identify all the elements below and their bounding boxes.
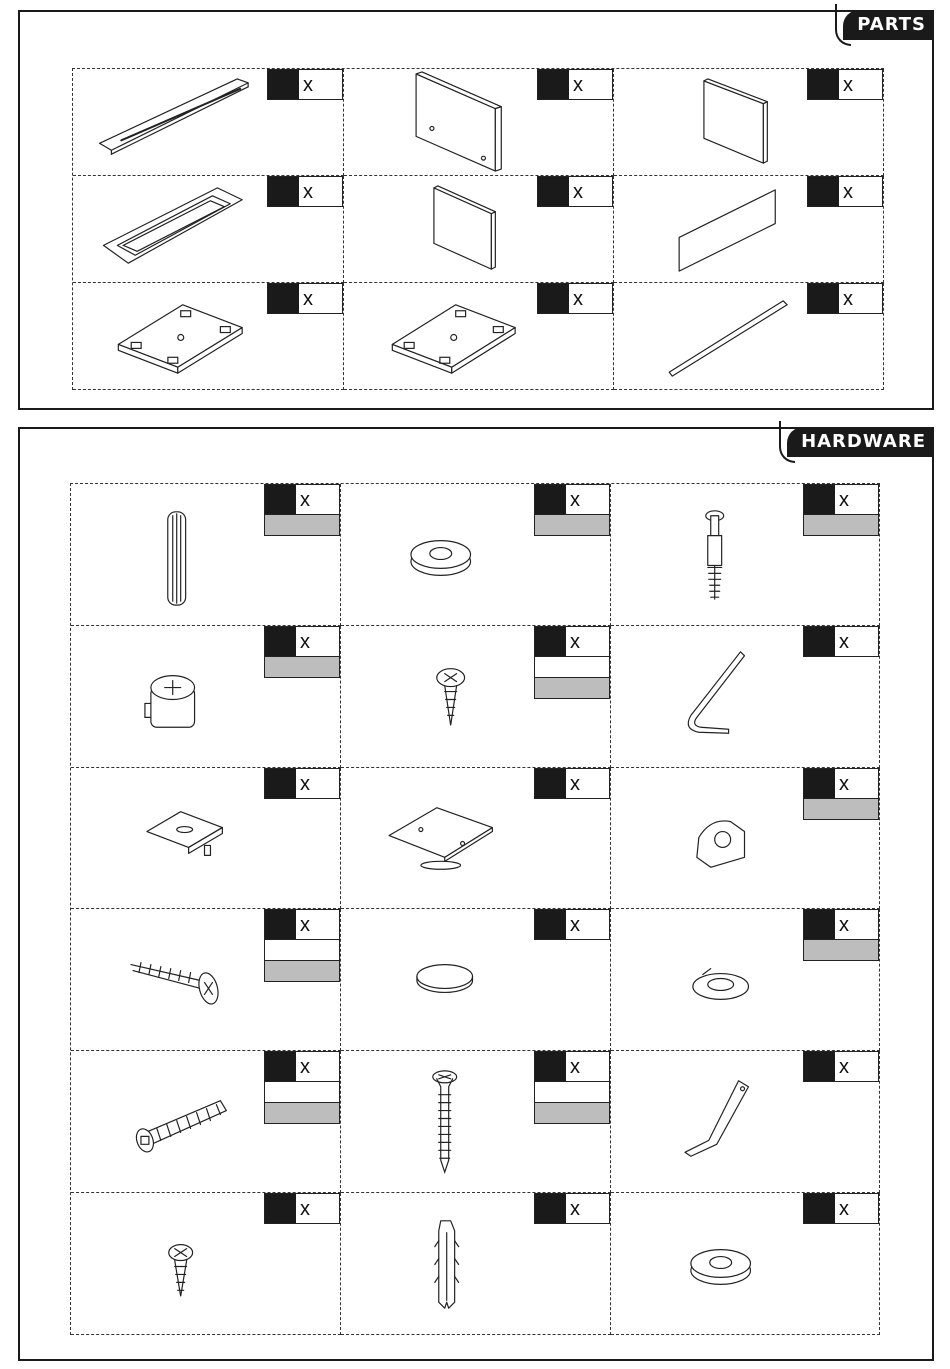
qty-number-box [268,284,299,313]
hardware-cell-18 [611,1193,880,1335]
qty-box [534,626,610,699]
qty-mark: x [839,631,849,653]
part-cell-3 [614,69,884,176]
qty-mark: x [839,773,849,795]
qty-extra-box [534,657,610,678]
qty-box [264,909,340,982]
hardware-cell-2 [341,484,611,626]
part-cell-1 [73,69,344,176]
qty-mark: x [843,288,853,310]
qty-box [534,484,610,536]
qty-number-box [808,70,839,99]
part-cell-2 [344,69,614,176]
part-cell-5 [344,176,614,283]
qty-number-box [804,910,835,939]
qty-number-box [538,177,569,206]
hardware-cell-1 [71,484,341,626]
qty-box [803,1051,879,1082]
qty-mark: x [300,773,310,795]
qty-code-box [264,515,340,536]
qty-code-box [803,940,879,961]
qty-mark: x [303,181,313,203]
hardware-cell-12 [611,909,880,1051]
qty-mark: x [573,181,583,203]
qty-mark: x [570,1056,580,1078]
qty-number-box [265,627,296,656]
qty-number-box [535,1194,566,1223]
qty-number-box [535,769,566,798]
qty-code-box [534,515,610,536]
hardware-cell-9 [611,768,880,909]
hardware-cell-10 [71,909,341,1051]
qty-box [807,176,883,207]
qty-mark: x [300,1198,310,1220]
qty-box [537,283,613,314]
hardware-cell-15 [611,1051,880,1193]
qty-number-box [538,284,569,313]
qty-number-box [268,70,299,99]
qty-box [264,484,340,536]
qty-number-box [808,177,839,206]
qty-mark: x [843,74,853,96]
qty-box [803,626,879,657]
qty-code-box [803,799,879,820]
qty-box [534,1051,610,1124]
qty-number-box [538,70,569,99]
qty-mark: x [839,1198,849,1220]
hardware-cell-8 [341,768,611,909]
hardware-cell-17 [341,1193,611,1335]
hardware-title: HARDWARE [787,427,934,457]
qty-mark: x [570,914,580,936]
qty-number-box [268,177,299,206]
qty-number-box [535,485,566,514]
parts-title: PARTS [843,10,934,40]
qty-mark: x [300,1056,310,1078]
qty-box [803,1193,879,1224]
hardware-cell-16 [71,1193,341,1335]
qty-number-box [265,910,296,939]
hardware-cell-4 [71,626,341,768]
qty-number-box [808,284,839,313]
qty-box [264,768,340,799]
qty-box [534,1193,610,1224]
qty-box [534,909,610,940]
qty-box [807,283,883,314]
hardware-cell-6 [611,626,880,768]
qty-number-box [804,769,835,798]
qty-mark: x [573,74,583,96]
qty-code-box [264,1103,340,1124]
qty-mark: x [843,181,853,203]
qty-mark: x [570,1198,580,1220]
qty-number-box [265,485,296,514]
qty-number-box [804,1194,835,1223]
hardware-cell-5 [341,626,611,768]
qty-box [803,484,879,536]
qty-code-box [803,515,879,536]
qty-mark: x [573,288,583,310]
qty-box [267,283,343,314]
qty-code-box [534,678,610,699]
qty-mark: x [300,631,310,653]
qty-box [803,909,879,961]
qty-number-box [535,627,566,656]
qty-number-box [265,1194,296,1223]
qty-mark: x [839,489,849,511]
hardware-cell-14 [341,1051,611,1193]
qty-number-box [804,627,835,656]
qty-box [267,176,343,207]
qty-box [267,69,343,100]
qty-mark: x [570,489,580,511]
qty-mark: x [300,914,310,936]
qty-code-box [264,657,340,678]
part-cell-9 [614,283,884,390]
qty-number-box [804,485,835,514]
qty-number-box [265,769,296,798]
hardware-cell-3 [611,484,880,626]
qty-box [537,69,613,100]
qty-number-box [804,1052,835,1081]
qty-extra-box [534,1082,610,1103]
qty-mark: x [570,631,580,653]
qty-mark: x [303,288,313,310]
qty-number-box [535,1052,566,1081]
parts-grid [72,68,884,390]
hardware-grid [70,483,880,1335]
qty-mark: x [839,914,849,936]
part-cell-7 [73,283,344,390]
qty-extra-box [264,1082,340,1103]
parts-section [18,10,934,410]
qty-mark: x [303,74,313,96]
qty-code-box [534,1103,610,1124]
qty-extra-box [264,940,340,961]
qty-mark: x [570,773,580,795]
qty-box [264,1193,340,1224]
part-cell-8 [344,283,614,390]
qty-mark: x [300,489,310,511]
part-cell-6 [614,176,884,283]
hardware-cell-11 [341,909,611,1051]
qty-box [807,69,883,100]
part-cell-4 [73,176,344,283]
qty-box [803,768,879,820]
qty-mark: x [839,1056,849,1078]
qty-box [264,1051,340,1124]
hardware-cell-13 [71,1051,341,1193]
qty-box [534,768,610,799]
qty-code-box [264,961,340,982]
hardware-cell-7 [71,768,341,909]
qty-number-box [535,910,566,939]
qty-box [537,176,613,207]
hardware-section [18,427,934,1361]
qty-box [264,626,340,678]
qty-number-box [265,1052,296,1081]
